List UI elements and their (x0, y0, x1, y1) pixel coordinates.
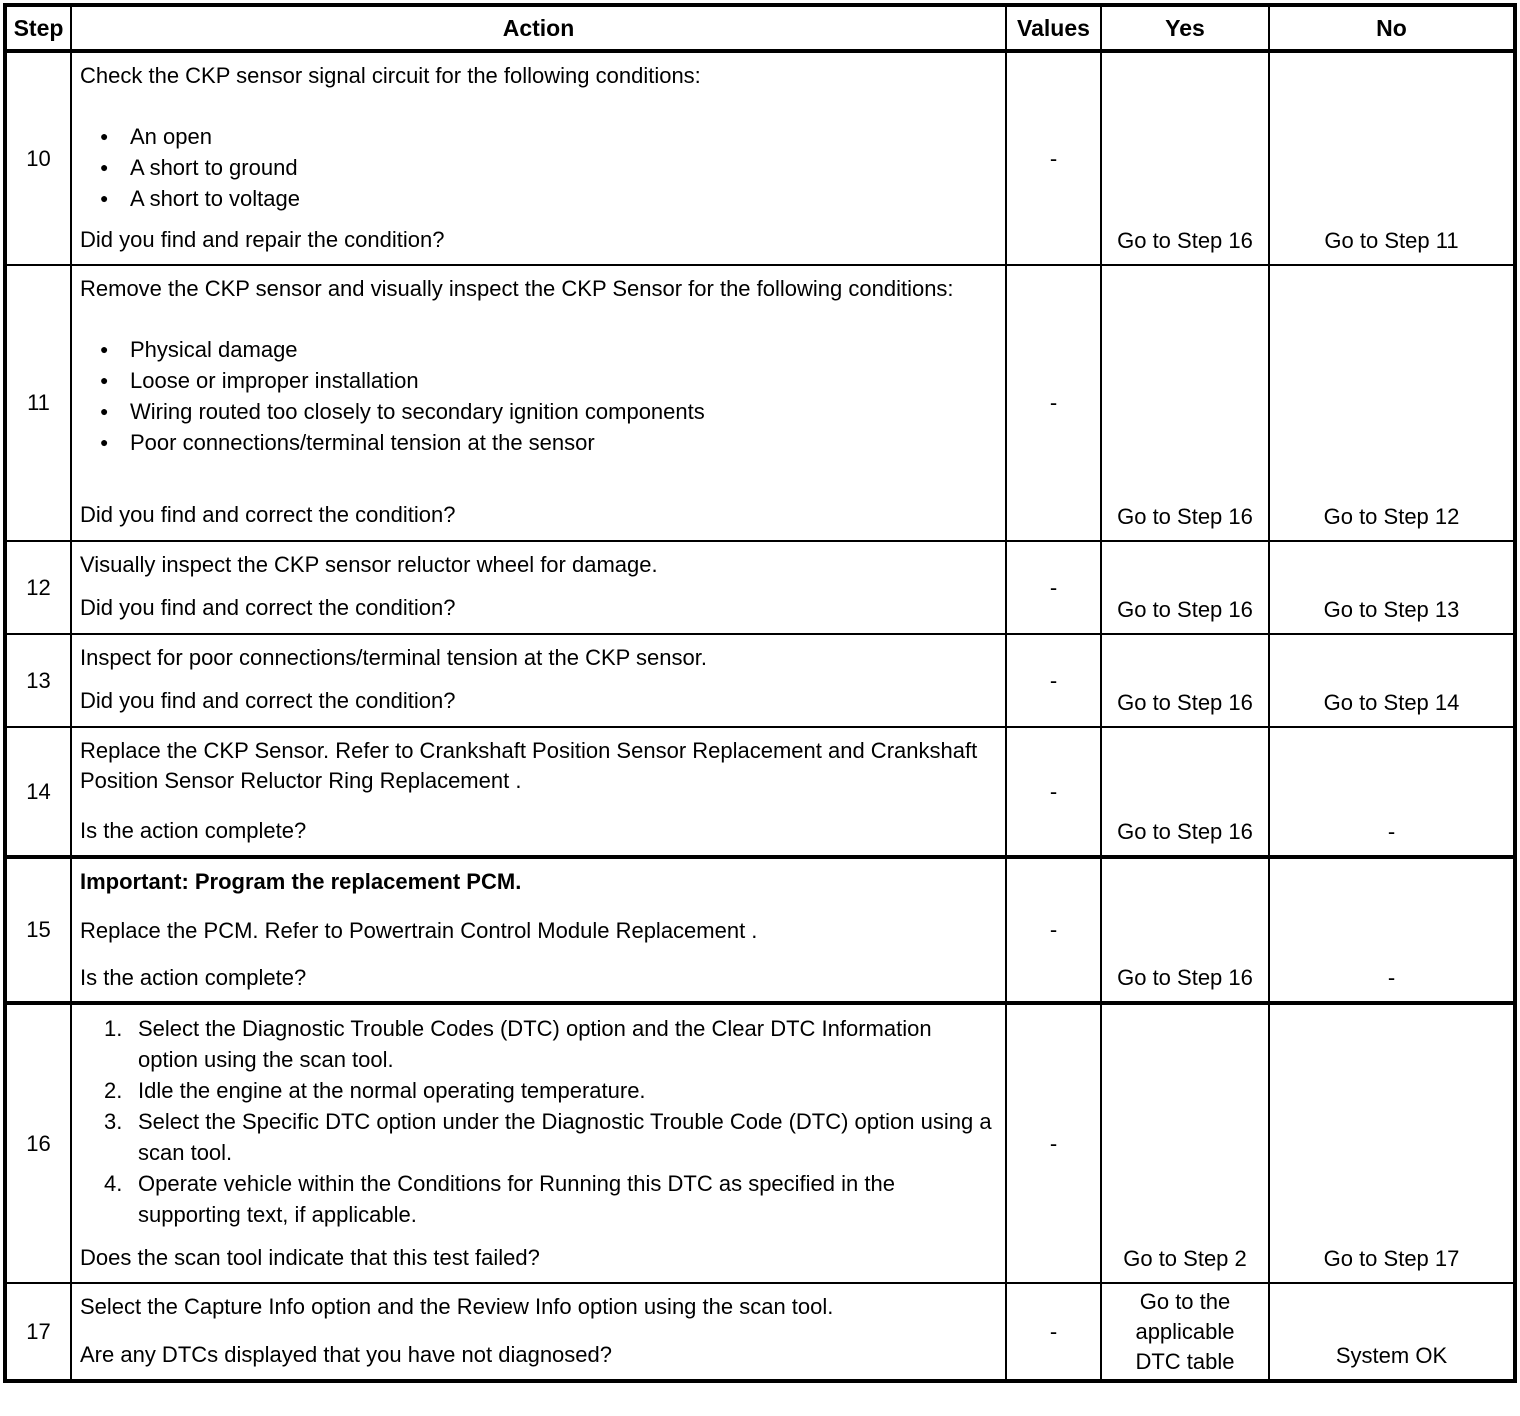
bullet-icon: ● (100, 341, 109, 357)
column-header-yes: Yes (1101, 5, 1269, 51)
step-cell: 12 (5, 541, 71, 634)
action-description (80, 274, 995, 458)
table-row (5, 51, 1515, 265)
values-cell: - (1006, 634, 1101, 727)
action-text: Replace the CKP Sensor. Refer to Crankshaft Position Sensor Replacement and Crankshaft Position Sensor Reluctor Ring Replacement . (80, 738, 978, 793)
table-row (5, 727, 1515, 857)
list-item (100, 121, 995, 152)
action-cell (71, 727, 1006, 857)
step-cell: 10 (5, 51, 71, 265)
list-item-text: Select the Diagnostic Trouble Codes (DTC) option and the Clear DTC Information option using the scan tool. (138, 1016, 932, 1072)
values-cell: - (1006, 51, 1101, 265)
bullet-icon: ● (100, 128, 109, 144)
list-item-text: Loose or improper installation (130, 368, 419, 393)
step-cell: 14 (5, 727, 71, 857)
column-header-step: Step (5, 5, 71, 51)
list-item (100, 183, 995, 214)
no-cell: Go to Step 17 (1269, 1003, 1515, 1283)
diagnostic-table (3, 3, 1517, 1383)
list-item (100, 427, 995, 458)
yes-cell: Go to Step 16 (1101, 51, 1269, 265)
column-header-no: No (1269, 5, 1515, 51)
action-description (80, 1292, 995, 1322)
action-question: Did you find and repair the condition? (80, 227, 445, 252)
action-cell (71, 634, 1006, 727)
action-text: Inspect for poor connections/terminal tension at the CKP sensor. (80, 645, 707, 670)
list-item (104, 1168, 995, 1230)
no-cell: - (1269, 727, 1515, 857)
values-cell: - (1006, 1003, 1101, 1283)
action-question: Does the scan tool indicate that this test failed? (80, 1245, 540, 1270)
bullet-icon: ● (100, 190, 109, 206)
list-number: 1. (104, 1016, 123, 1041)
no-cell: Go to Step 13 (1269, 541, 1515, 634)
yes-cell: Go to Step 16 (1101, 541, 1269, 634)
list-item-text: Operate vehicle within the Conditions for Running this DTC as specified in the supporting text, if applicable. (138, 1171, 895, 1227)
action-cell (71, 265, 1006, 541)
action-cell (71, 51, 1006, 265)
yes-cell: Go to Step 16 (1101, 634, 1269, 727)
list-item (100, 396, 995, 427)
action-text: Check the CKP sensor signal circuit for the following conditions: (80, 63, 701, 88)
step-cell: 11 (5, 265, 71, 541)
column-header-values: Values (1006, 5, 1101, 51)
step-cell: 13 (5, 634, 71, 727)
bullet-icon: ● (100, 372, 109, 388)
list-number: 4. (104, 1171, 123, 1196)
action-cell (71, 857, 1006, 1003)
no-cell: Go to Step 14 (1269, 634, 1515, 727)
list-item (104, 1013, 995, 1075)
list-item-text: Physical damage (130, 337, 298, 362)
action-question: Is the action complete? (80, 818, 307, 843)
action-text: Remove the CKP sensor and visually inspect the CKP Sensor for the following conditions: (80, 276, 954, 301)
action-question: Are any DTCs displayed that you have not diagnosed? (80, 1342, 612, 1367)
header-row (5, 5, 1515, 51)
bullet-icon: ● (100, 434, 109, 450)
list-item-text: Poor connections/terminal tension at the sensor (130, 430, 595, 455)
list-item (100, 334, 995, 365)
yes-cell: Go to Step 16 (1101, 857, 1269, 1003)
table-row (5, 265, 1515, 541)
values-cell: - (1006, 541, 1101, 634)
bullet-icon: ● (100, 159, 109, 175)
action-question: Is the action complete? (80, 965, 307, 990)
yes-cell: Go to Step 16 (1101, 727, 1269, 857)
bullet-list (80, 334, 995, 458)
table-row (5, 634, 1515, 727)
values-cell: - (1006, 1283, 1101, 1381)
action-question: Did you find and correct the condition? (80, 595, 456, 620)
no-cell: Go to Step 11 (1269, 51, 1515, 265)
action-cell (71, 1283, 1006, 1381)
action-description (80, 643, 995, 673)
list-item-text: A short to voltage (130, 186, 300, 211)
action-text: Replace the PCM. Refer to Powertrain Control Module Replacement . (80, 918, 758, 943)
table-row (5, 857, 1515, 1003)
values-cell: - (1006, 857, 1101, 1003)
list-item-text: A short to ground (130, 155, 298, 180)
yes-cell: Go to the applicable DTC table (1101, 1283, 1269, 1381)
action-text: Visually inspect the CKP sensor reluctor wheel for damage. (80, 552, 658, 577)
action-question: Did you find and correct the condition? (80, 502, 456, 527)
action-question: Did you find and correct the condition? (80, 688, 456, 713)
table-row (5, 541, 1515, 634)
table-row (5, 1283, 1515, 1381)
list-number: 3. (104, 1109, 123, 1134)
action-description (80, 736, 995, 796)
list-item (100, 152, 995, 183)
no-cell: - (1269, 857, 1515, 1003)
action-text: Select the Capture Info option and the Review Info option using the scan tool. (80, 1294, 834, 1319)
list-item (104, 1106, 995, 1168)
no-cell: Go to Step 12 (1269, 265, 1515, 541)
list-item-text: An open (130, 124, 212, 149)
list-item-text: Idle the engine at the normal operating temperature. (138, 1078, 646, 1103)
bullet-list (80, 121, 995, 214)
list-number: 2. (104, 1078, 123, 1103)
bullet-icon: ● (100, 403, 109, 419)
action-description (80, 1013, 995, 1230)
no-cell: System OK (1269, 1283, 1515, 1381)
numbered-list (80, 1013, 995, 1230)
values-cell: - (1006, 265, 1101, 541)
table-row (5, 1003, 1515, 1283)
action-cell (71, 541, 1006, 634)
list-item-text: Select the Specific DTC option under the Diagnostic Trouble Code (DTC) option using a scan tool. (138, 1109, 992, 1165)
important-note: Important: Program the replacement PCM. (80, 869, 522, 894)
yes-cell: Go to Step 16 (1101, 265, 1269, 541)
list-item (104, 1075, 995, 1106)
step-cell: 17 (5, 1283, 71, 1381)
step-cell: 15 (5, 857, 71, 1003)
list-item (100, 365, 995, 396)
action-description (80, 550, 995, 580)
action-description (80, 61, 995, 214)
column-header-action: Action (71, 5, 1006, 51)
list-item-text: Wiring routed too closely to secondary ignition components (130, 399, 705, 424)
step-cell: 16 (5, 1003, 71, 1283)
action-cell (71, 1003, 1006, 1283)
values-cell: - (1006, 727, 1101, 857)
yes-cell: Go to Step 2 (1101, 1003, 1269, 1283)
